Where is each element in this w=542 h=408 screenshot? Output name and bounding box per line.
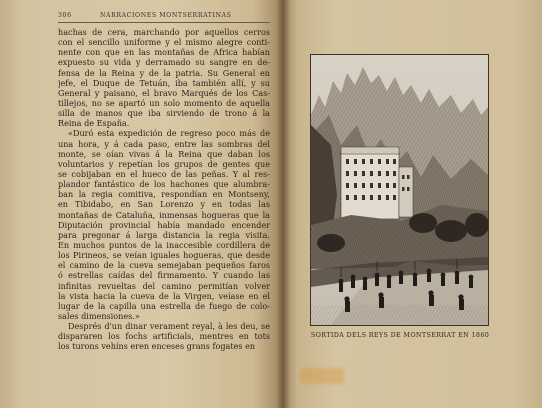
engraving-plate: [310, 54, 489, 326]
text-line: con el sencillo uniforme y el mismo alegre conti-: [58, 37, 270, 48]
text-line: ban la regia comitiva, respondían en Montseny,: [58, 189, 270, 200]
text-line: se cobijaban en el hueco de las peñas. Y al res-: [58, 168, 270, 179]
text-line: monte, se oían vivas á la Reina que daban los: [58, 148, 270, 159]
running-title: NARRACIONES MONTSERRATINAS: [100, 12, 232, 19]
text-line: jefe, el Duque de Tetuán, iba también allí, y su: [58, 77, 270, 88]
text-line: silla de manos que iba sirviendo de trono á la: [58, 108, 270, 119]
text-line: dispararen los fochs artificials, mentres en tots: [58, 331, 270, 342]
text-line: tillejos, no se apartó un solo momento de aquella: [58, 97, 270, 108]
text-line: General y paisano, el bravo Marqués de los Cas-: [58, 87, 270, 98]
running-head: [58, 12, 273, 19]
book-gutter: [276, 0, 290, 408]
text-line: plandor fantástico de los hachones que alumbra-: [58, 179, 270, 190]
text-line: infinitas revueltas del camino permitían volver: [58, 280, 270, 291]
text-line: para pregonar á larga distancia la regia visita.: [58, 229, 270, 240]
text-line: Després d'un dinar verament reyal, à les deu, se: [68, 321, 270, 332]
text-line: En muchos puntos de la inaccesible cordillera de: [58, 239, 270, 250]
library-stamp: [300, 368, 344, 384]
text-line: Reina de España.: [58, 118, 130, 129]
montserrat-engraving: [311, 55, 488, 325]
header-rule: [58, 22, 270, 23]
text-line: Diputación provincial había mandado encender: [58, 219, 270, 230]
text-line: una hora, y á cada paso, entre las sombras del: [58, 138, 270, 149]
body-text: [58, 27, 270, 352]
text-line: montañas de Cataluña, inmensas hogueras que la: [58, 209, 270, 220]
text-line: la vista hacia la cueva de la Virgen, veíase en el: [58, 290, 270, 301]
plate-caption: SORTIDA DELS REYS DE MONTSERRAT EN 1860: [310, 331, 490, 339]
text-line: expuesto su vida y derramado su sangre en de-: [58, 57, 270, 68]
text-line: en Tibidabo, en San Lorenzo y en todas las: [58, 199, 270, 210]
text-line: los Pirineos, se veían iguales hogueras, que desde: [58, 250, 270, 261]
text-line: el camino de la cueva semejaban pequeños faros: [58, 260, 270, 271]
text-line: voluntarios y repetían los grupos de gentes que: [58, 158, 270, 169]
text-line: ó estrellas caídas del firmamento. Y cuando las: [58, 270, 270, 281]
text-line: fensa de la Reina y de la patria. Su General en: [58, 67, 270, 78]
text-line: hachas de cera, marchando por aquellos cerros: [58, 27, 270, 37]
text-line: «Duró esta expedición de regreso poco más de: [68, 128, 270, 139]
text-line: nente con que en las montañas de Africa habían: [58, 47, 270, 58]
page-number: 306: [58, 12, 72, 19]
text-line: los turons vehíns eren enceses grans fogates en: [58, 341, 256, 352]
text-line: sales dimensiones.»: [58, 310, 140, 321]
text-line: lugar de la capilla una estrella de fuego de colo-: [58, 300, 270, 311]
